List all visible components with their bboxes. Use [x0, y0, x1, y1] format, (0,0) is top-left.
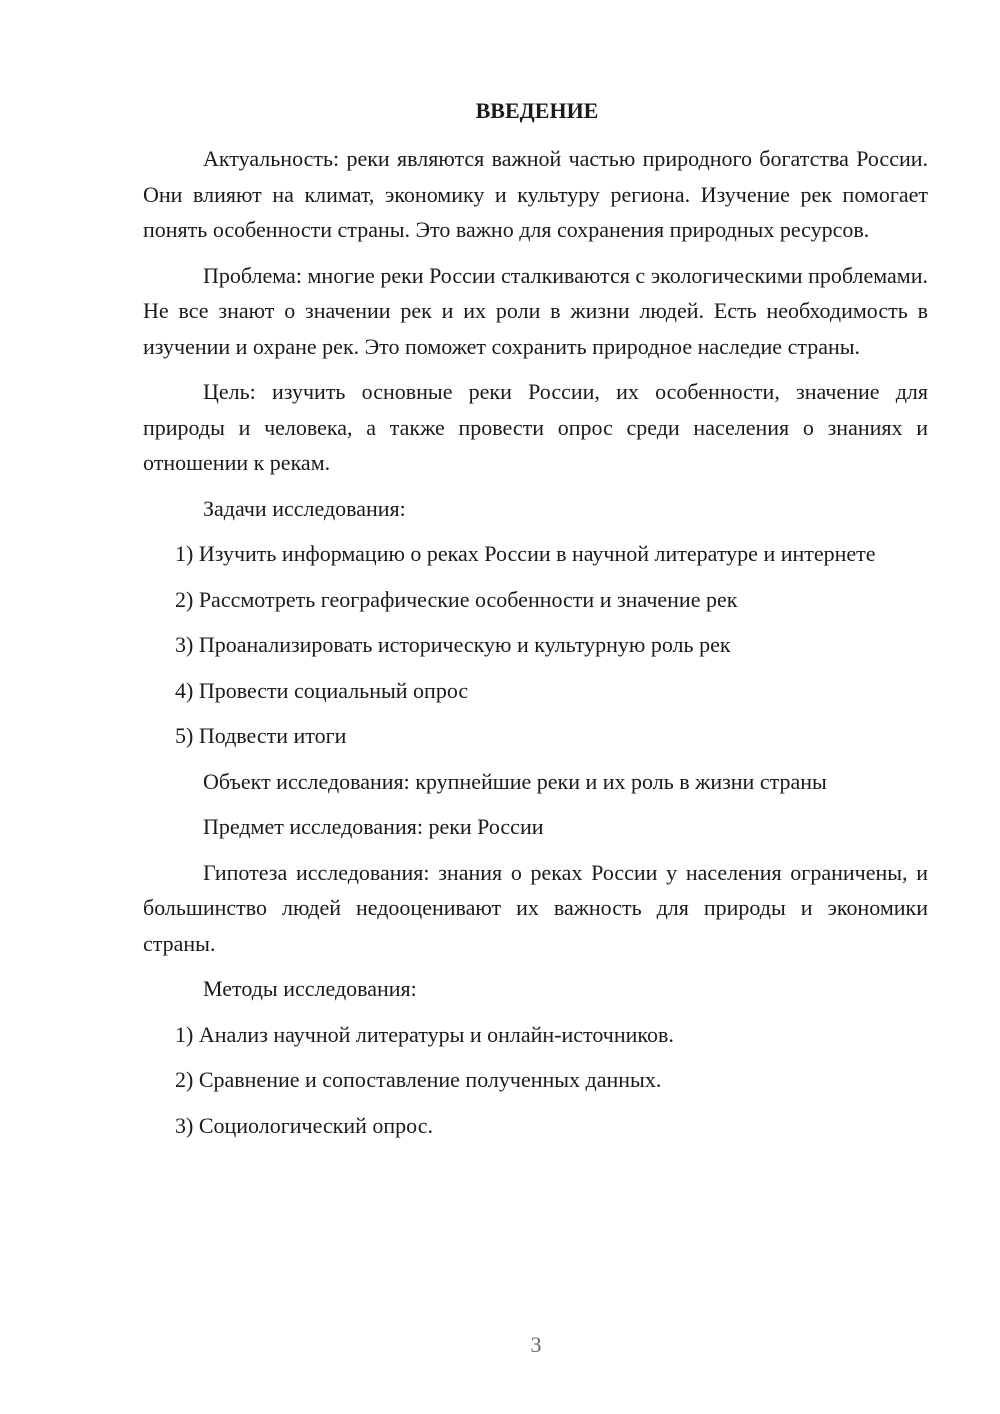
subject-paragraph: Предмет исследования: реки России — [203, 814, 544, 839]
hypothesis-paragraph: Гипотеза исследования: знания о реках России у населения ограничены, и большинство людей недооценивают их важность для природы и экономики страны. — [143, 859, 928, 956]
object-paragraph: Объект исследования: крупнейшие реки и их роль в жизни страны — [203, 768, 827, 794]
task-item: 4) Провести социальный опрос — [175, 677, 469, 703]
methods-heading: Методы исследования: — [203, 976, 417, 1001]
document-page — [143, 95, 928, 1153]
relevance-paragraph: Актуальность: реки являются важной частью природного богатства России. Они влияют на климат, экономику и культуру региона. Изучение рек помогает понять особенности страны. Это важно для сохранения природных ресурсов. — [143, 146, 928, 242]
section-title: ВВЕДЕНИЕ — [475, 98, 599, 123]
task-item: 2) Рассмотреть географические особенности и значение рек — [175, 586, 738, 612]
method-item: 2) Сравнение и сопоставление полученных данных. — [175, 1067, 662, 1092]
problem-paragraph: Проблема: многие реки России сталкиваются с экологическими проблемами. Не все знают о значении рек и их роли в жизни людей. Есть необходимость в изучении и охране рек. Это поможет сохранить природное наследие страны. — [143, 262, 928, 359]
method-item: 3) Социологический опрос. — [175, 1112, 433, 1138]
task-item: 5) Подвести итоги — [175, 723, 347, 748]
goal-paragraph: Цель: изучить основные реки России, их особенности, значение для природы и человека, а также провести опрос среди населения о знаниях и отношении к рекам. — [143, 379, 928, 475]
task-item: 3) Проанализировать историческую и культурную роль рек — [175, 632, 731, 657]
method-item: 1) Анализ научной литературы и онлайн-источников. — [175, 1021, 674, 1047]
page-number: 3 — [530, 1332, 542, 1357]
tasks-heading: Задачи исследования: — [203, 495, 406, 521]
task-item: 1) Изучить информацию о реках России в научной литературе и интернете — [175, 541, 876, 566]
